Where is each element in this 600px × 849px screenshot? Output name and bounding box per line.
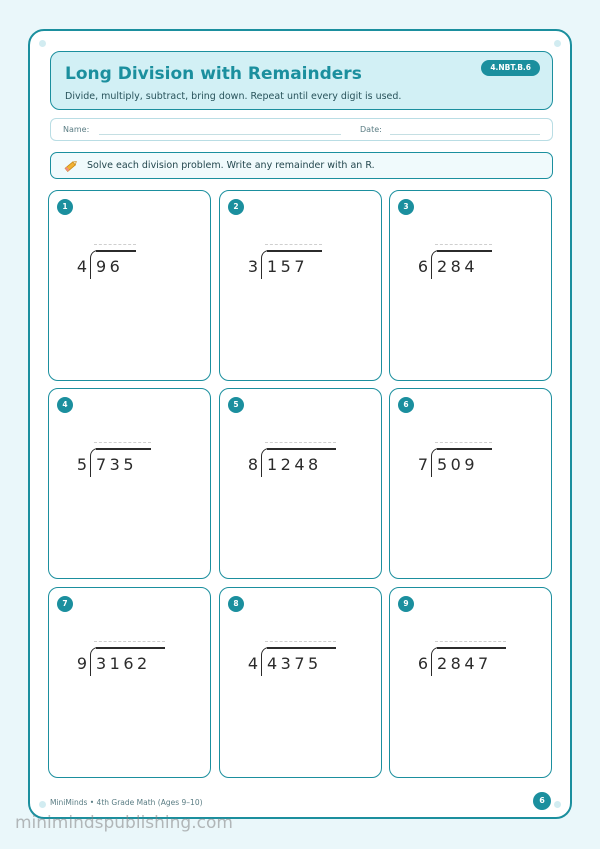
divisor: 6	[417, 654, 428, 673]
problem-card[interactable]	[48, 388, 211, 579]
problem-card[interactable]	[48, 190, 211, 381]
problem-card[interactable]	[219, 190, 382, 381]
divisor: 7	[417, 455, 428, 474]
problem-number: 9	[398, 596, 414, 612]
answer-line[interactable]	[265, 244, 322, 245]
answer-line[interactable]	[265, 442, 336, 443]
division-bar	[96, 250, 136, 252]
date-label: Date:	[360, 125, 382, 134]
answer-line[interactable]	[94, 244, 136, 245]
division-bar	[267, 250, 322, 252]
problem-card[interactable]	[389, 587, 552, 778]
divisor: 9	[76, 654, 87, 673]
division-bar	[267, 448, 336, 450]
answer-line[interactable]	[265, 641, 336, 642]
answer-line[interactable]	[435, 641, 506, 642]
worksheet-title: Long Division with Remainders	[65, 64, 362, 84]
corner-dot	[554, 40, 561, 47]
answer-line[interactable]	[94, 641, 165, 642]
dividend: 157	[267, 257, 309, 276]
problem-number: 1	[57, 199, 73, 215]
problem-card[interactable]	[389, 190, 552, 381]
dividend: 2847	[437, 654, 492, 673]
worksheet-subtitle: Divide, multiply, subtract, bring down. Repeat until every digit is used.	[65, 91, 402, 102]
page-number: 6	[533, 792, 551, 810]
instructions-box	[50, 152, 553, 179]
divisor: 5	[76, 455, 87, 474]
dividend: 4375	[267, 654, 322, 673]
answer-line[interactable]	[435, 244, 492, 245]
instructions-text: Solve each division problem. Write any remainder with an R.	[87, 160, 375, 171]
dividend: 1248	[267, 455, 322, 474]
corner-dot	[39, 801, 46, 808]
divisor: 6	[417, 257, 428, 276]
division-bar	[267, 647, 336, 649]
problem-number: 5	[228, 397, 244, 413]
problem-card[interactable]	[219, 587, 382, 778]
dividend: 735	[96, 455, 138, 474]
corner-dot	[554, 801, 561, 808]
divisor: 8	[247, 455, 258, 474]
problem-card[interactable]	[389, 388, 552, 579]
problem-number: 6	[398, 397, 414, 413]
footer-text: MiniMinds • 4th Grade Math (Ages 9–10)	[50, 798, 203, 807]
division-bar	[96, 448, 151, 450]
problem-number: 3	[398, 199, 414, 215]
problem-card[interactable]	[219, 388, 382, 579]
divisor: 4	[247, 654, 258, 673]
answer-line[interactable]	[435, 442, 492, 443]
worksheet-header	[50, 51, 553, 110]
watermark: minimindspublishing.com	[15, 813, 233, 833]
division-bar	[437, 250, 492, 252]
divisor: 3	[247, 257, 258, 276]
problem-number: 8	[228, 596, 244, 612]
pencil-icon	[64, 160, 78, 172]
dividend: 96	[96, 257, 124, 276]
answer-line[interactable]	[94, 442, 151, 443]
problem-card[interactable]	[48, 587, 211, 778]
dividend: 284	[437, 257, 479, 276]
corner-dot	[39, 40, 46, 47]
division-bar	[96, 647, 165, 649]
division-bar	[437, 647, 506, 649]
name-label: Name:	[63, 125, 90, 134]
problem-number: 7	[57, 596, 73, 612]
divisor: 4	[76, 257, 87, 276]
name-date-bar	[50, 118, 553, 141]
division-bar	[437, 448, 492, 450]
problem-number: 2	[228, 199, 244, 215]
name-field[interactable]	[99, 134, 341, 135]
worksheet-page	[28, 29, 572, 819]
problem-number: 4	[57, 397, 73, 413]
date-field[interactable]	[390, 134, 540, 135]
dividend: 3162	[96, 654, 151, 673]
dividend: 509	[437, 455, 479, 474]
standard-badge: 4.NBT.B.6	[481, 60, 540, 76]
